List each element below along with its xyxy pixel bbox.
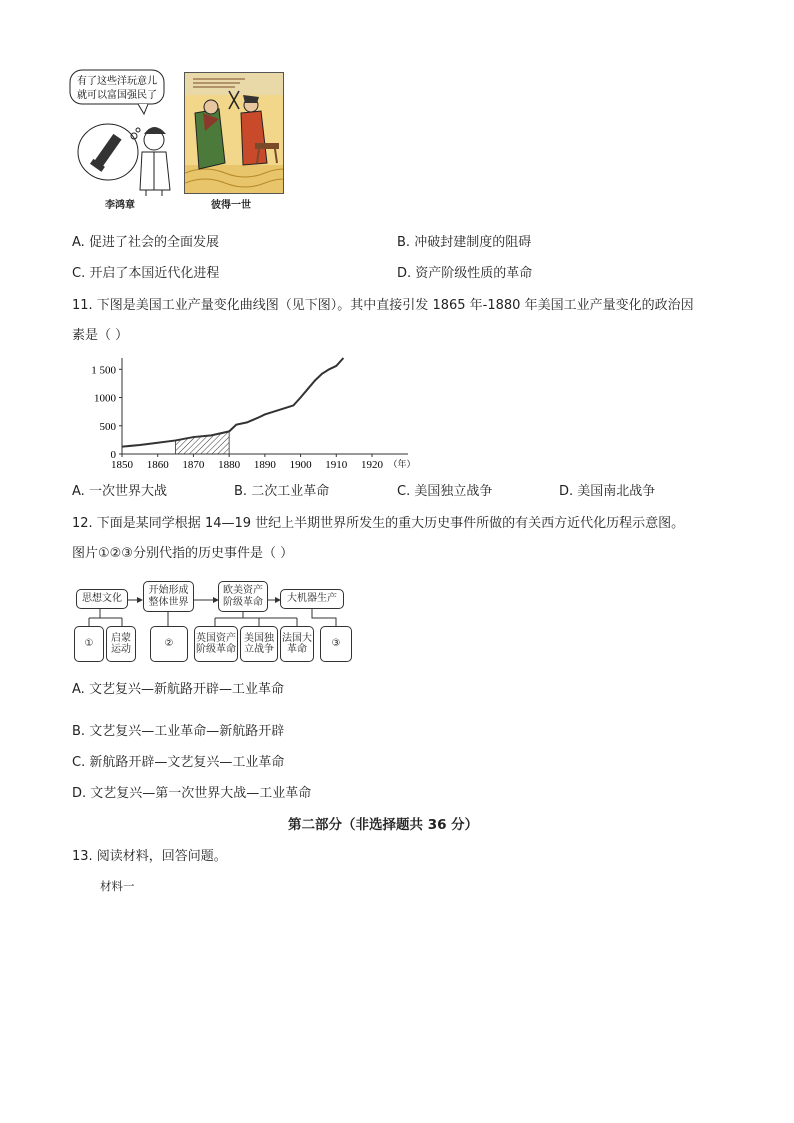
option-letter: C.: [397, 484, 411, 499]
option-letter: C.: [72, 755, 86, 770]
x-tick-label: 1910: [325, 459, 348, 471]
option-text: 冲破封建制度的阻碍: [414, 235, 532, 250]
option-text: 文艺复兴—新航路开辟—工业革命: [88, 682, 284, 697]
option-text: 新航路开辟—文艺复兴—工业革命: [89, 755, 285, 770]
material-one-label: 材料一: [100, 879, 135, 893]
modernization-diagram: [72, 580, 362, 670]
q11-option-a[interactable]: [72, 484, 167, 500]
option-letter: A.: [72, 682, 85, 697]
option-text: 二次工业革命: [251, 484, 330, 499]
option-text: 一次世界大战: [88, 484, 167, 499]
x-tick-label: 1900: [289, 459, 312, 471]
x-tick-label: 1860: [146, 459, 169, 471]
option-text: 文艺复兴—工业革命—新航路开辟: [89, 724, 285, 739]
q12-stem-line-2: 图片①②③分别代指的历史事件是（ ）: [72, 546, 294, 561]
y-tick-label: 500: [99, 420, 116, 433]
option-text: 开启了本国近代化进程: [89, 266, 220, 281]
x-tick-label: 1880: [218, 459, 241, 471]
option-letter: B.: [72, 724, 86, 739]
speech-line-1: 有了这些洋玩意儿: [77, 76, 157, 87]
q11-option-d[interactable]: [559, 484, 655, 500]
box-bourgeois-revolutions: 欧美资产阶级革命: [218, 581, 268, 612]
box-machine-production: 大机器生产: [280, 589, 344, 609]
box-english-revolution: 英国资产阶级革命: [194, 626, 238, 662]
li-hongzhang-cartoon: [68, 68, 172, 198]
option-letter: C.: [72, 266, 86, 281]
q13-stem: 13. 阅读材料，回答问题。: [72, 849, 227, 864]
option-letter: A.: [72, 235, 85, 250]
q12-stem-line-1: 12. 下面是某同学根据 14—19 世纪上半期世界所发生的重大历史事件所做的有关西方近代化历程示意图。: [72, 516, 685, 531]
peter-the-great-painting: [184, 72, 284, 194]
option-letter: A.: [72, 484, 85, 499]
caption-li-hongzhang: 李鸿章: [105, 200, 135, 211]
option-letter: B.: [397, 235, 411, 250]
x-axis-label: （年）: [388, 460, 416, 470]
q11-option-c[interactable]: [397, 484, 492, 500]
x-tick-label: 1870: [182, 459, 205, 471]
option-letter: D.: [559, 484, 574, 499]
y-tick-label: 1000: [94, 392, 116, 405]
box-enlightenment: 启蒙运动: [106, 626, 136, 662]
q11-option-b[interactable]: [234, 484, 329, 500]
box-world-integration: 开始形成整体世界: [143, 581, 194, 612]
q12-option-c[interactable]: [72, 755, 284, 771]
q10-option-a[interactable]: [72, 235, 219, 251]
option-text: 资产阶级性质的革命: [415, 266, 533, 281]
q11-stem-line-2: 素是（ ）: [72, 328, 129, 343]
caption-peter-the-great: 彼得一世: [211, 200, 251, 211]
x-tick-label: 1920: [361, 459, 383, 471]
option-text: 文艺复兴—第一次世界大战—工业革命: [90, 786, 312, 801]
box-american-independence: 美国独立战争: [240, 626, 278, 662]
q10-option-b[interactable]: [397, 235, 531, 251]
option-text: 促进了社会的全面发展: [88, 235, 219, 250]
box-thought-culture: 思想文化: [76, 589, 128, 609]
option-letter: D.: [397, 266, 412, 281]
x-tick-label: 1890: [253, 459, 276, 471]
q10-option-c[interactable]: [72, 266, 219, 282]
q10-option-d[interactable]: [397, 266, 532, 282]
y-tick-label: 1 500: [91, 364, 116, 377]
q12-option-b[interactable]: [72, 724, 284, 740]
part-two-heading: 第二部分（非选择题共 36 分）: [288, 817, 479, 833]
q12-option-d[interactable]: [72, 786, 311, 802]
y-tick-label: 0: [110, 449, 116, 461]
industrial-output-chart: [72, 356, 417, 474]
output-line-series: [122, 358, 343, 447]
shaded-period-1865-1880: [176, 431, 230, 454]
box-blank-2: ②: [150, 626, 188, 662]
box-blank-3: ③: [320, 626, 352, 662]
x-tick-label: 1850: [111, 459, 133, 471]
option-letter: D.: [72, 786, 87, 801]
option-text: 美国南北战争: [577, 484, 656, 499]
option-text: 美国独立战争: [414, 484, 493, 499]
option-letter: B.: [234, 484, 248, 499]
box-french-revolution: 法国大革命: [280, 626, 314, 662]
q11-stem-line-1: 11. 下图是美国工业产量变化曲线图（见下图）。其中直接引发 1865 年-1880 年美国工业产量变化的政治因: [72, 298, 694, 313]
q12-option-a[interactable]: [72, 682, 284, 698]
speech-line-2: 就可以富国强民了: [77, 90, 157, 101]
box-blank-1: ①: [74, 626, 104, 662]
